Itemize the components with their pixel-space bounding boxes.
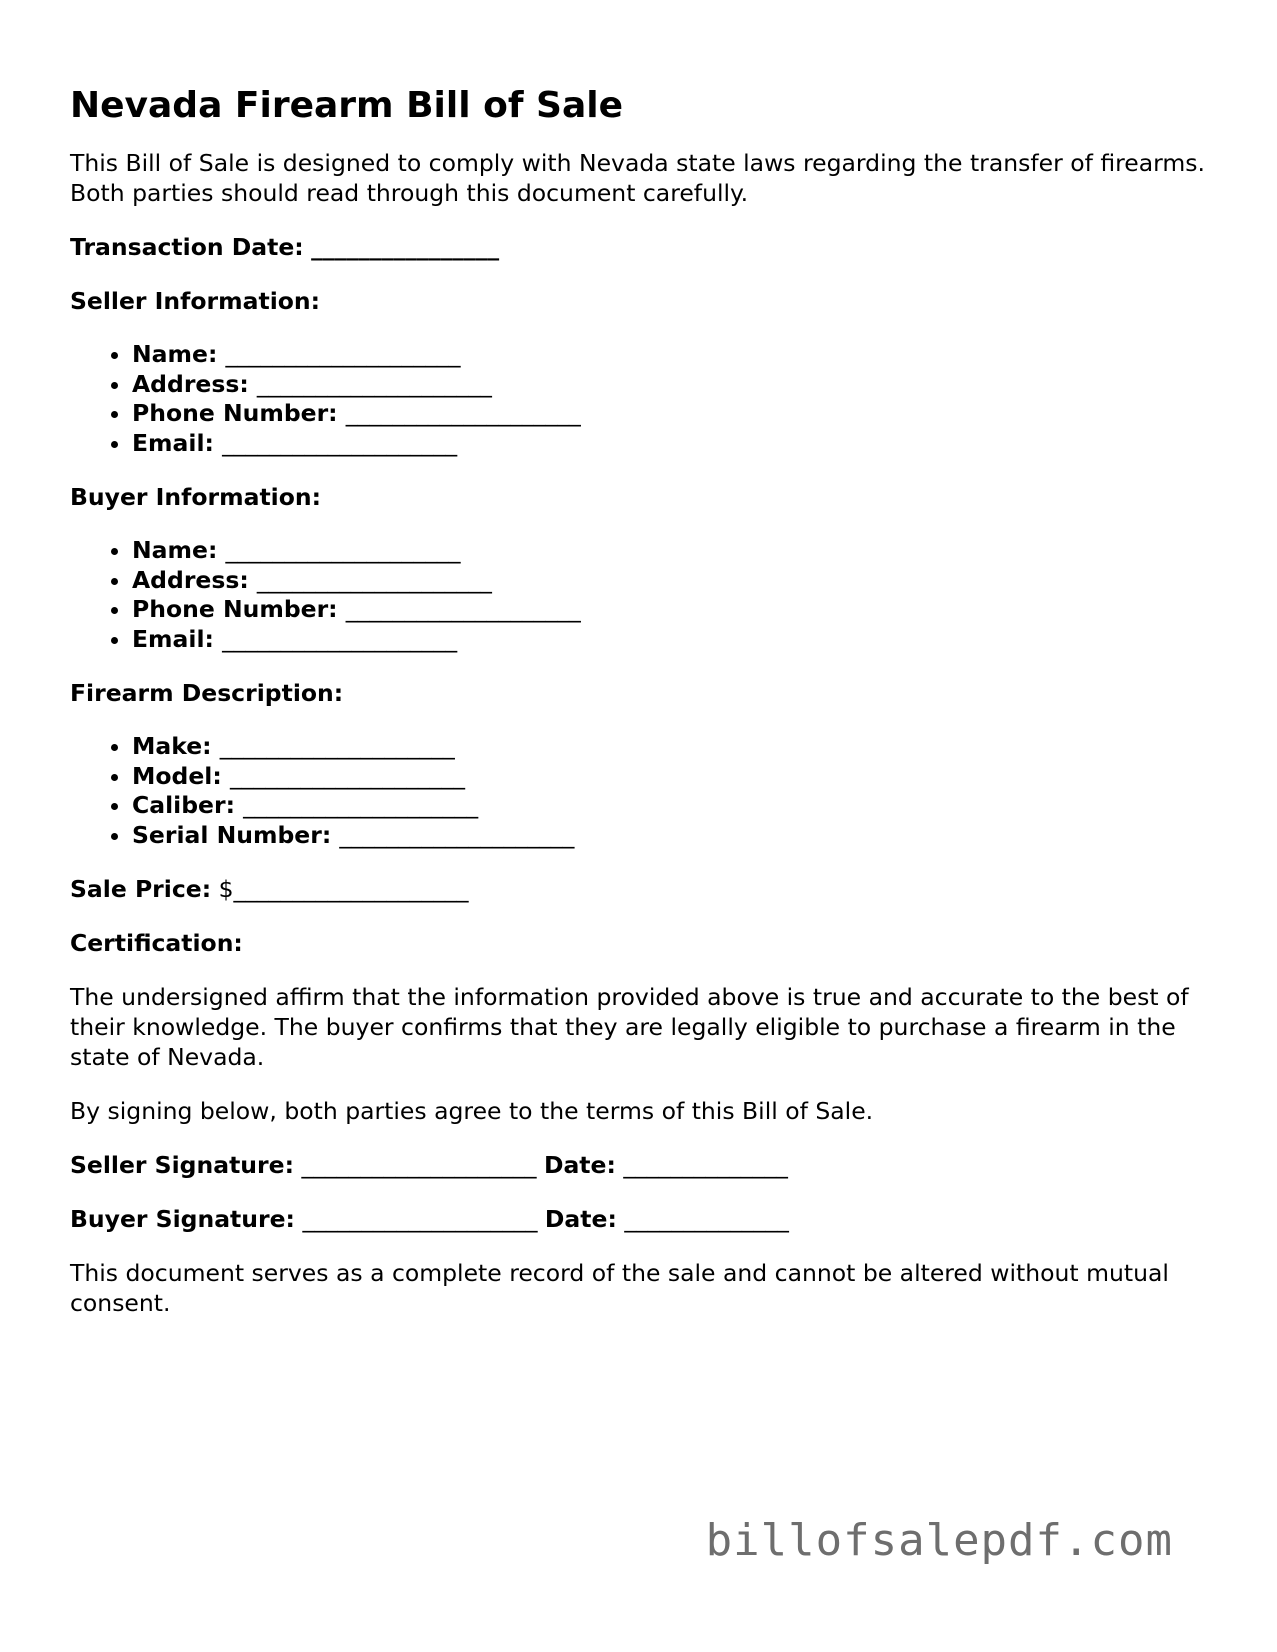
closing-text: This document serves as a complete record of the sale and cannot be altered without mutual consent. [70, 1259, 1169, 1317]
buyer-date-blank: ______________ [624, 1205, 789, 1233]
transaction-date-label: Transaction Date: [70, 233, 304, 261]
field-blank: ____________________ [225, 340, 461, 368]
list-item [132, 625, 1210, 655]
firearm-fields [70, 732, 1210, 850]
buyer-date-label: Date: [544, 1205, 617, 1233]
list-item [132, 762, 1210, 792]
field-label: Serial Number: [132, 820, 332, 849]
field-blank: ____________________ [243, 791, 479, 819]
buyer-heading: Buyer Information: [70, 483, 322, 511]
list-item [132, 370, 1210, 400]
document [70, 84, 1210, 1342]
list-item [132, 429, 1210, 459]
list-item [132, 399, 1210, 429]
sale-price-label: Sale Price: [70, 875, 212, 903]
buyer-fields [70, 536, 1210, 654]
field-blank: ____________________ [222, 428, 458, 457]
certification-text: The undersigned affirm that the information provided above is true and accurate to the best of their knowledge. The buyer confirms that they are legally eligible to purchase a firearm in the state of Nevada. [70, 983, 1189, 1071]
field-label: Name: [132, 340, 218, 368]
list-item [132, 566, 1210, 596]
field-label: Model: [132, 761, 222, 790]
field-label: Caliber: [132, 791, 235, 819]
field-blank: ____________________ [225, 536, 461, 564]
list-item [132, 340, 1210, 370]
field-label: Email: [132, 428, 214, 457]
field-blank: ____________________ [345, 595, 581, 623]
field-label: Make: [132, 732, 212, 760]
seller-date-blank: ______________ [623, 1151, 788, 1179]
firearm-heading: Firearm Description: [70, 679, 344, 707]
seller-heading: Seller Information: [70, 287, 321, 315]
seller-signature-line [70, 1150, 1210, 1180]
list-item [132, 595, 1210, 625]
watermark: billofsalepdf.com [705, 1515, 1173, 1566]
field-label: Phone Number: [132, 595, 338, 623]
field-blank: ____________________ [256, 565, 492, 594]
sale-price-line [70, 874, 1210, 904]
field-blank: ____________________ [256, 369, 492, 398]
field-label: Phone Number: [132, 399, 338, 427]
field-blank: ____________________ [339, 820, 575, 849]
buyer-signature-label: Buyer Signature: [70, 1205, 295, 1233]
field-blank: ____________________ [345, 399, 581, 427]
field-label: Email: [132, 624, 214, 653]
certification-heading: Certification: [70, 929, 243, 957]
field-blank: ____________________ [219, 732, 455, 760]
intro-paragraph: This Bill of Sale is designed to comply with Nevada state laws regarding the transfer of firearms. Both parties should read through this document carefully. [70, 149, 1205, 207]
field-label: Address: [132, 369, 249, 398]
page-title: Nevada Firearm Bill of Sale [70, 85, 623, 126]
field-label: Name: [132, 536, 218, 564]
list-item [132, 791, 1210, 821]
seller-fields [70, 340, 1210, 458]
buyer-signature-blank: ____________________ [302, 1205, 538, 1233]
transaction-date-line [70, 232, 1210, 262]
field-blank: ____________________ [229, 761, 465, 790]
list-item [132, 732, 1210, 762]
list-item [132, 821, 1210, 851]
seller-date-label: Date: [543, 1151, 616, 1179]
seller-signature-label: Seller Signature: [70, 1151, 294, 1179]
sale-price-blank: $____________________ [218, 875, 469, 903]
field-label: Address: [132, 565, 249, 594]
seller-signature-blank: ____________________ [301, 1151, 537, 1179]
list-item [132, 536, 1210, 566]
transaction-date-blank: ________________ [311, 233, 500, 261]
agreement-text: By signing below, both parties agree to the terms of this Bill of Sale. [70, 1097, 874, 1125]
buyer-signature-line [70, 1204, 1210, 1234]
field-blank: ____________________ [222, 624, 458, 653]
